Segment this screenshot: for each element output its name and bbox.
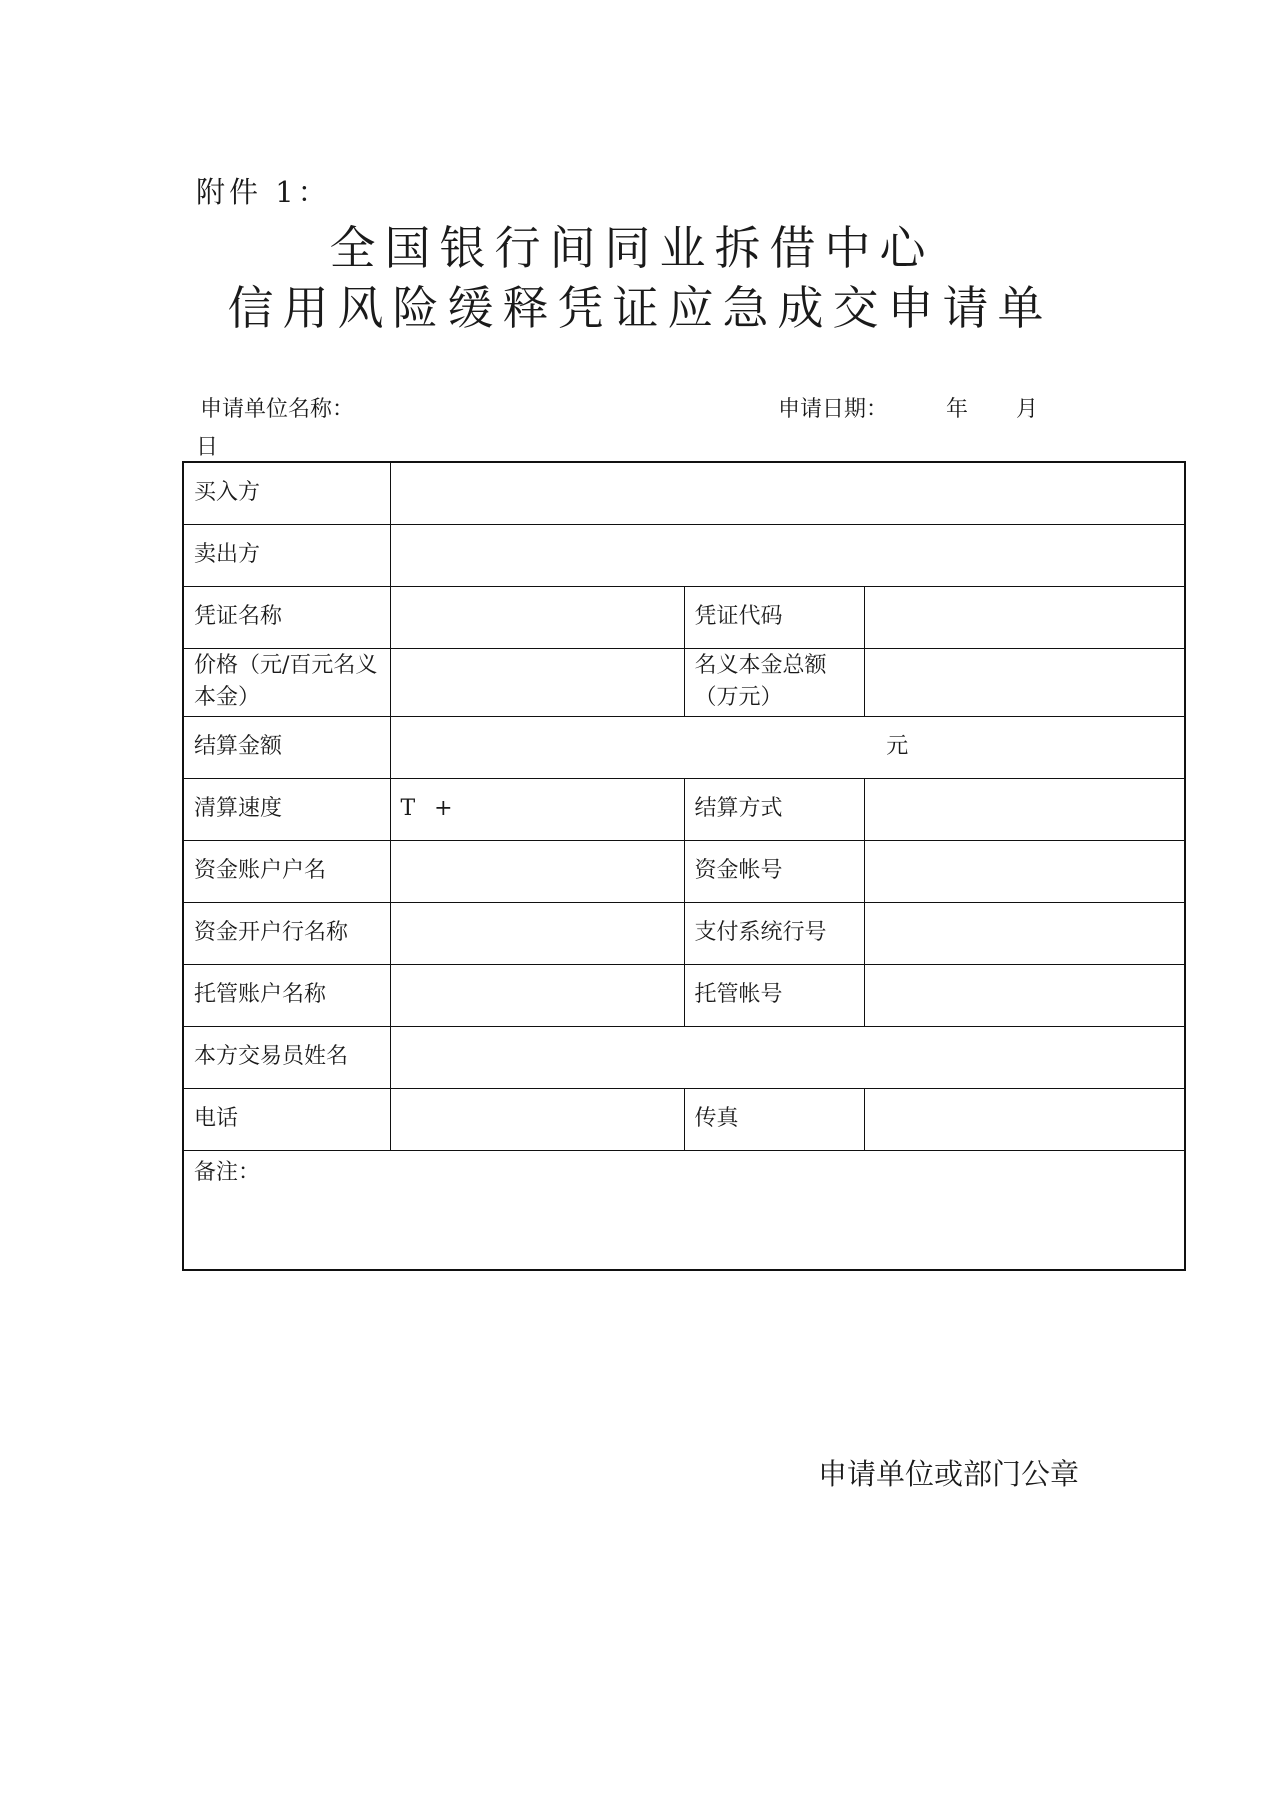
buyer-label: 买入方 [183,462,390,524]
fax-field[interactable] [864,1088,1185,1150]
custody-account-no-label: 托管帐号 [684,964,864,1026]
fund-bank-row [183,902,1185,964]
document-title-line2: 信用风险缓释凭证应急成交申请单 [227,281,1053,335]
clearing-speed-field[interactable]: T + [390,778,684,840]
remarks-row [183,1150,1185,1270]
fund-account-no-label: 资金帐号 [684,840,864,902]
fund-account-row [183,840,1185,902]
applicant-unit-label: 申请单位名称： [200,397,355,422]
price-field[interactable] [390,648,684,716]
settlement-method-field[interactable] [864,778,1185,840]
fax-label: 传真 [684,1088,864,1150]
custody-account-name-field[interactable] [390,964,684,1026]
price-label: 价格（元/百元名义本金） [183,648,390,716]
year-label: 年 [946,397,969,422]
clearing-row [183,778,1185,840]
application-form-table [182,461,1186,1271]
fund-account-name-field[interactable] [390,840,684,902]
apply-date-label: 申请日期： [778,397,889,422]
fund-bank-name-label: 资金开户行名称 [183,902,390,964]
cert-code-field[interactable] [864,586,1185,648]
seller-row [183,524,1185,586]
custody-account-no-field[interactable] [864,964,1185,1026]
month-label: 月 [1016,397,1039,422]
contact-row [183,1088,1185,1150]
cert-name-label: 凭证名称 [183,586,390,648]
price-row [183,648,1185,716]
fund-bank-name-field[interactable] [390,902,684,964]
payment-system-no-field[interactable] [864,902,1185,964]
settlement-method-label: 结算方式 [684,778,864,840]
official-seal-label: 申请单位或部门公章 [818,1457,1080,1491]
notional-field[interactable] [864,648,1185,716]
yuan-unit: 元 [886,734,909,759]
custody-account-name-label: 托管账户名称 [183,964,390,1026]
clearing-speed-label: 清算速度 [183,778,390,840]
trader-name-label: 本方交易员姓名 [183,1026,390,1088]
certificate-row [183,586,1185,648]
notional-label: 名义本金总额（万元） [684,648,864,716]
fund-account-name-label: 资金账户户名 [183,840,390,902]
fund-account-no-field[interactable] [864,840,1185,902]
settlement-amount-row [183,716,1185,778]
trader-name-field[interactable] [390,1026,1185,1088]
custody-row [183,964,1185,1026]
phone-label: 电话 [183,1088,390,1150]
seller-field[interactable] [390,524,1185,586]
document-title-line1: 全国银行间同业拆借中心 [329,221,935,275]
remarks-field[interactable] [183,1150,1185,1270]
seller-label: 卖出方 [183,524,390,586]
attachment-label: 附件 1： [196,175,331,209]
remarks-label: 备注： [194,1159,261,1185]
settlement-amount-label: 结算金额 [183,716,390,778]
phone-field[interactable] [390,1088,684,1150]
buyer-field[interactable] [390,462,1185,524]
settlement-amount-field[interactable] [390,716,1185,778]
trader-row [183,1026,1185,1088]
day-label: 日 [196,435,219,460]
buyer-row [183,462,1185,524]
cert-name-field[interactable] [390,586,684,648]
payment-system-no-label: 支付系统行号 [684,902,864,964]
cert-code-label: 凭证代码 [684,586,864,648]
